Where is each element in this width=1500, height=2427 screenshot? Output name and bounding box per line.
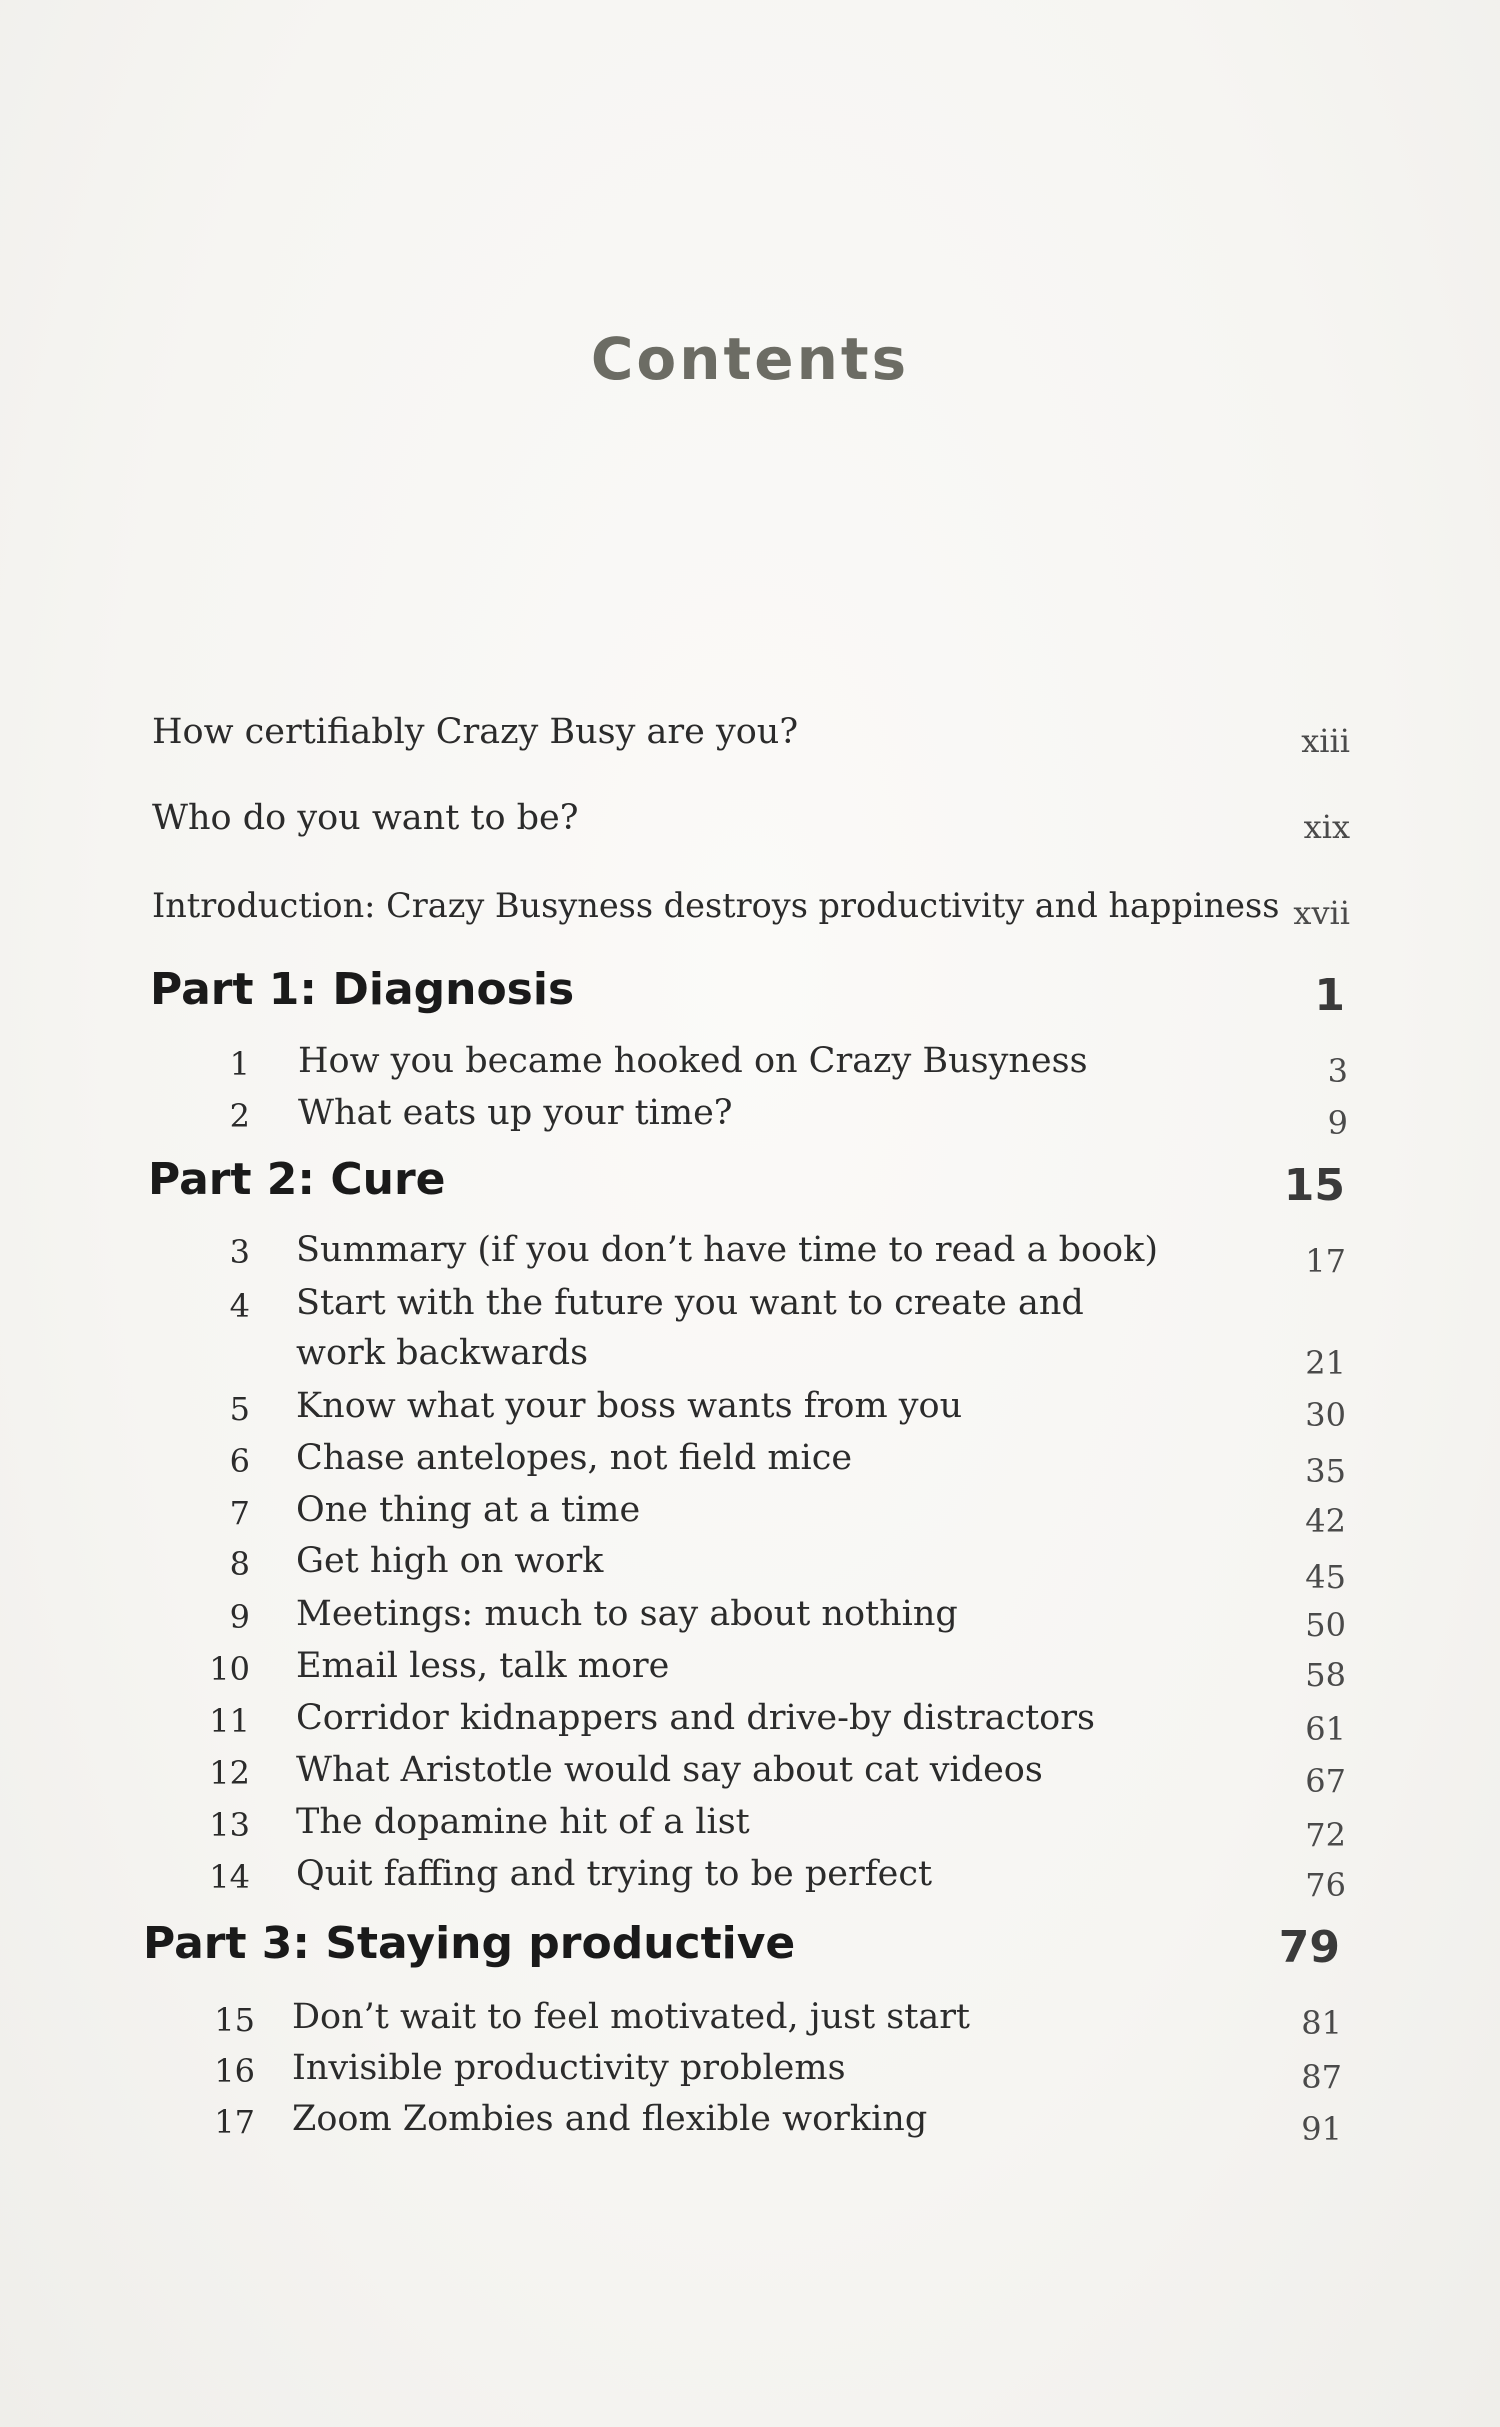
chapter-number: 12 xyxy=(209,1754,250,1792)
chapter-title: Chase antelopes, not field mice xyxy=(296,1438,853,1478)
chapter-title: Get high on work xyxy=(296,1541,604,1581)
chapter-title: Summary (if you don’t have time to read a book) xyxy=(296,1230,1158,1270)
toc-entry-label: Who do you want to be? xyxy=(152,798,579,838)
chapter-title: Email less, talk more xyxy=(296,1646,670,1686)
chapter-title: What Aristotle would say about cat videos xyxy=(296,1750,1043,1790)
chapter-number: 14 xyxy=(209,1858,250,1896)
part-heading: Part 2: Cure xyxy=(148,1154,446,1205)
chapter-page: 17 xyxy=(1305,1242,1346,1280)
chapter-page: 67 xyxy=(1305,1762,1346,1800)
toc-entry-page: xvii xyxy=(1293,894,1350,932)
chapter-page: 9 xyxy=(1327,1104,1348,1142)
chapter-title: What eats up your time? xyxy=(298,1093,733,1133)
chapter-number: 7 xyxy=(229,1494,250,1532)
chapter-title: Meetings: much to say about nothing xyxy=(296,1594,958,1634)
chapter-title: Start with the future you want to create and work backwards xyxy=(296,1283,1084,1373)
chapter-number: 13 xyxy=(209,1806,250,1844)
chapter-title: Know what your boss wants from you xyxy=(296,1386,963,1426)
chapter-number: 17 xyxy=(214,2103,255,2141)
toc-entry-page: xix xyxy=(1303,808,1350,846)
page-title: Contents xyxy=(590,325,910,393)
chapter-title: Corridor kidnappers and drive-by distractors xyxy=(296,1698,1095,1738)
part-heading: Part 3: Staying productive xyxy=(143,1918,796,1969)
chapter-page: 81 xyxy=(1301,2004,1342,2042)
chapter-number: 11 xyxy=(209,1702,250,1740)
chapter-title: Quit faffing and trying to be perfect xyxy=(296,1854,933,1894)
part-heading: Part 1: Diagnosis xyxy=(150,964,575,1015)
chapter-page: 50 xyxy=(1305,1606,1346,1644)
chapter-title: One thing at a time xyxy=(296,1490,641,1530)
chapter-number: 15 xyxy=(214,2001,255,2039)
chapter-title: Don’t wait to feel motivated, just start xyxy=(292,1997,970,2037)
part-page: 1 xyxy=(1314,970,1345,1021)
toc-entry-label: Introduction: Crazy Busyness destroys productivity and happiness xyxy=(152,886,1280,925)
part-page: 15 xyxy=(1283,1160,1345,1211)
chapter-title: The dopamine hit of a list xyxy=(296,1802,750,1842)
chapter-page: 30 xyxy=(1305,1396,1346,1434)
chapter-page: 35 xyxy=(1305,1452,1346,1490)
chapter-number: 3 xyxy=(229,1233,250,1271)
chapter-number: 2 xyxy=(229,1097,250,1135)
chapter-number: 6 xyxy=(229,1442,250,1480)
chapter-number: 4 xyxy=(229,1287,250,1325)
chapter-page: 45 xyxy=(1305,1558,1346,1596)
chapter-number: 10 xyxy=(209,1650,250,1688)
chapter-page: 42 xyxy=(1305,1502,1346,1540)
chapter-title: How you became hooked on Crazy Busyness xyxy=(298,1041,1088,1081)
chapter-number: 9 xyxy=(229,1598,250,1636)
chapter-page: 91 xyxy=(1301,2110,1342,2148)
chapter-number: 16 xyxy=(214,2052,255,2090)
chapter-title: Zoom Zombies and flexible working xyxy=(292,2099,928,2139)
chapter-page: 76 xyxy=(1305,1866,1346,1904)
toc-entry-page: xiii xyxy=(1301,722,1350,760)
chapter-page: 72 xyxy=(1305,1816,1346,1854)
chapter-title: Invisible productivity problems xyxy=(292,2048,846,2088)
chapter-page: 21 xyxy=(1305,1344,1346,1382)
chapter-number: 8 xyxy=(229,1545,250,1583)
chapter-number: 1 xyxy=(229,1045,250,1083)
chapter-number: 5 xyxy=(229,1390,250,1428)
chapter-page: 61 xyxy=(1305,1710,1346,1748)
part-page: 79 xyxy=(1278,1922,1340,1973)
chapter-page: 3 xyxy=(1327,1052,1348,1090)
toc-entry-label: How certifiably Crazy Busy are you? xyxy=(152,712,799,752)
chapter-page: 87 xyxy=(1301,2058,1342,2096)
chapter-page: 58 xyxy=(1305,1656,1346,1694)
